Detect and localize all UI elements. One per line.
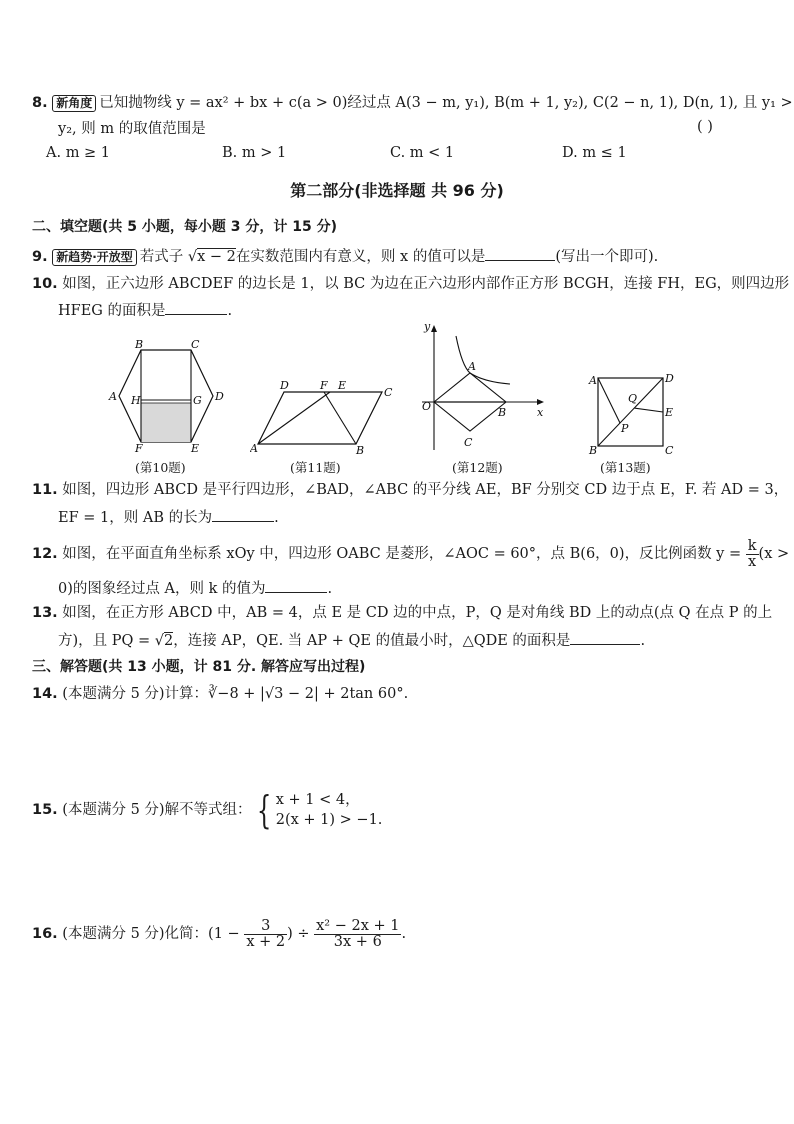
f11-label-c: C	[384, 386, 393, 399]
f12-label-c: C	[464, 436, 473, 449]
q12-frac-den: x	[748, 553, 757, 570]
figure-12-caption: (第12题)	[452, 460, 503, 475]
brace-icon: {	[256, 788, 271, 832]
q11-text1: 如图，四边形 ABCD 是平行四边形，∠BAD，∠ABC 的平分线 AE，BF 分别交 CD 边于点 E，F. 若 AD = 3，	[62, 482, 789, 498]
q13-tail: .	[640, 633, 646, 649]
q11-answer-blank	[212, 507, 274, 522]
f13-label-b: B	[589, 444, 598, 456]
q16-mid: ) ÷	[287, 926, 310, 942]
f13-label-a: A	[589, 374, 597, 387]
f10-label-e: E	[191, 442, 200, 455]
q10-line1	[32, 274, 789, 294]
f13-label-q: Q	[628, 392, 638, 405]
q13-text1: 如图，在正方形 ABCD 中，AB = 4，点 E 是 CD 边的中点，P，Q 是对角线 BD 上的动点(点 Q 在点 P 的上	[62, 605, 773, 621]
q13-line2	[58, 630, 645, 651]
q13-radicand: 2	[164, 633, 174, 649]
q15-line	[32, 790, 382, 830]
q13-text2a: 方)，且 PQ =	[58, 633, 151, 649]
f10-label-a: A	[109, 390, 117, 403]
q15-ineq2: 2(x + 1) > −1.	[275, 812, 383, 828]
sqrt-icon: √	[154, 633, 165, 649]
q11-text2: EF = 1，则 AB 的长为	[58, 510, 213, 526]
figure-10-hexagon	[105, 338, 230, 456]
q9-tail: (写出一个即可).	[555, 249, 659, 265]
f13-label-d: D	[665, 372, 674, 385]
q11-line2	[58, 507, 279, 528]
q9-tag: 新趋势·开放型	[52, 249, 137, 266]
q8-line1	[32, 93, 793, 113]
f11-label-e: E	[338, 379, 347, 392]
f11-label-d: D	[280, 379, 289, 392]
q16-fraction-2	[314, 919, 401, 950]
q16-fraction-1	[244, 919, 287, 950]
q15-text: (本题满分 5 分)解不等式组：	[62, 802, 252, 818]
q8-option-d: D. m ≤ 1	[562, 145, 627, 161]
figure-13-square	[588, 370, 683, 456]
q12-line1	[32, 537, 789, 571]
q10-line2	[58, 300, 232, 321]
f10-label-c: C	[191, 338, 200, 351]
f11-label-f: F	[320, 379, 328, 392]
f12-label-a: A	[468, 360, 476, 373]
q11-number: 11.	[32, 482, 58, 498]
q9-pre: 若式子	[139, 249, 184, 265]
q9-number: 9.	[32, 249, 48, 265]
q16-f1-den: x + 2	[246, 933, 286, 950]
q15-ineq1: x + 1 < 4，	[275, 792, 360, 808]
q12-fraction	[746, 539, 759, 570]
q8-option-c: C. m < 1	[390, 145, 455, 161]
q8-number: 8.	[32, 95, 48, 111]
q16-f1-num: 3	[244, 919, 287, 935]
q11-tail: .	[274, 510, 279, 526]
q16-text: (本题满分 5 分)化简：(1 −	[62, 926, 240, 942]
q12-text1b: (x >	[758, 546, 790, 562]
q15-system	[276, 790, 383, 830]
figure-11-caption: (第11题)	[290, 460, 341, 475]
q12-line2	[58, 578, 332, 599]
sqrt-icon: √	[187, 249, 198, 265]
q12-number: 12.	[32, 546, 58, 562]
q14-line	[32, 684, 408, 704]
q9-radicand: x − 2	[197, 249, 236, 265]
f13-label-p: P	[621, 422, 629, 435]
q10-text1: 如图，正六边形 ABCDEF 的边长是 1，以 BC 为边在正六边形内部作正方形 BCGH，连接 FH，EG，则四边形	[62, 276, 790, 292]
section2-heading: 二、填空题(共 5 小题，每小题 3 分，计 15 分)	[32, 219, 338, 235]
q10-number: 10.	[32, 276, 58, 292]
q13-answer-blank	[570, 630, 640, 645]
f10-label-h: H	[131, 394, 141, 407]
f13-label-c: C	[665, 444, 674, 456]
f11-label-b: B	[356, 444, 365, 456]
q14-text: (本题满分 5 分)计算：∛−8 + |√3 − 2| + 2tan 60°.	[62, 686, 409, 702]
q8-answer-paren: ( )	[697, 119, 713, 135]
f12-label-o: O	[422, 400, 432, 413]
q15-number: 15.	[32, 802, 58, 818]
f10-label-g: G	[193, 394, 202, 407]
figure-11-parallelogram	[250, 378, 395, 456]
q14-number: 14.	[32, 686, 58, 702]
figure-12-rhombus	[418, 322, 548, 456]
q10-tail: .	[227, 303, 233, 319]
q12-text1: 如图，在平面直角坐标系 xOy 中，四边形 OABC 是菱形，∠AOC = 60°，点 B(6，0)，反比例函数 y =	[62, 546, 742, 562]
f12-label-b: B	[498, 406, 507, 419]
part2-title: 第二部分(非选择题 共 96 分)	[290, 181, 504, 200]
section3-heading: 三、解答题(共 13 小题，计 81 分. 解答应写出过程)	[32, 659, 366, 675]
q11-line1	[32, 480, 788, 500]
q12-tail: .	[327, 581, 333, 597]
q16-f2-num: x² − 2x + 1	[316, 917, 400, 934]
q8-tag: 新角度	[52, 95, 96, 112]
q10-answer-blank	[165, 300, 227, 315]
f12-label-y: y	[424, 322, 431, 333]
q8-text1: 已知抛物线 y = ax² + bx + c(a > 0)经过点 A(3 − m, y₁), B(m + 1, y₂), C(2 − n, 1), D(n, 1), 且 y₁ >	[99, 95, 793, 111]
figure-13-caption: (第13题)	[600, 460, 651, 475]
q8-text2: y₂, 则 m 的取值范围是	[58, 121, 206, 137]
q16-line	[32, 916, 406, 952]
f11-label-a: A	[250, 442, 258, 455]
f12-label-x: x	[537, 406, 544, 419]
q9-answer-blank	[485, 246, 555, 261]
f10-label-d: D	[215, 390, 224, 403]
q12-frac-num: k	[747, 537, 757, 554]
q9-post: 在实数范围内有意义，则 x 的值可以是	[235, 249, 486, 265]
q13-number: 13.	[32, 605, 58, 621]
q13-line1	[32, 603, 772, 623]
f10-label-f: F	[135, 442, 143, 455]
q8-option-a: A. m ≥ 1	[46, 145, 111, 161]
q16-end: .	[401, 926, 407, 942]
q8-option-b: B. m > 1	[222, 145, 287, 161]
q16-f2-den: 3x + 6	[333, 933, 382, 950]
f10-label-b: B	[135, 338, 144, 351]
q13-text2c: ，连接 AP，QE. 当 AP + QE 的值最小时，△QDE 的面积是	[173, 633, 571, 649]
f13-label-e: E	[665, 406, 674, 419]
q10-text2: HFEG 的面积是	[58, 303, 166, 319]
q16-number: 16.	[32, 926, 58, 942]
q9-line	[32, 246, 658, 267]
q12-text2: 0)的图象经过点 A，则 k 的值为	[58, 581, 266, 597]
figure-10-caption: (第10题)	[135, 460, 186, 475]
q12-answer-blank	[265, 578, 327, 593]
